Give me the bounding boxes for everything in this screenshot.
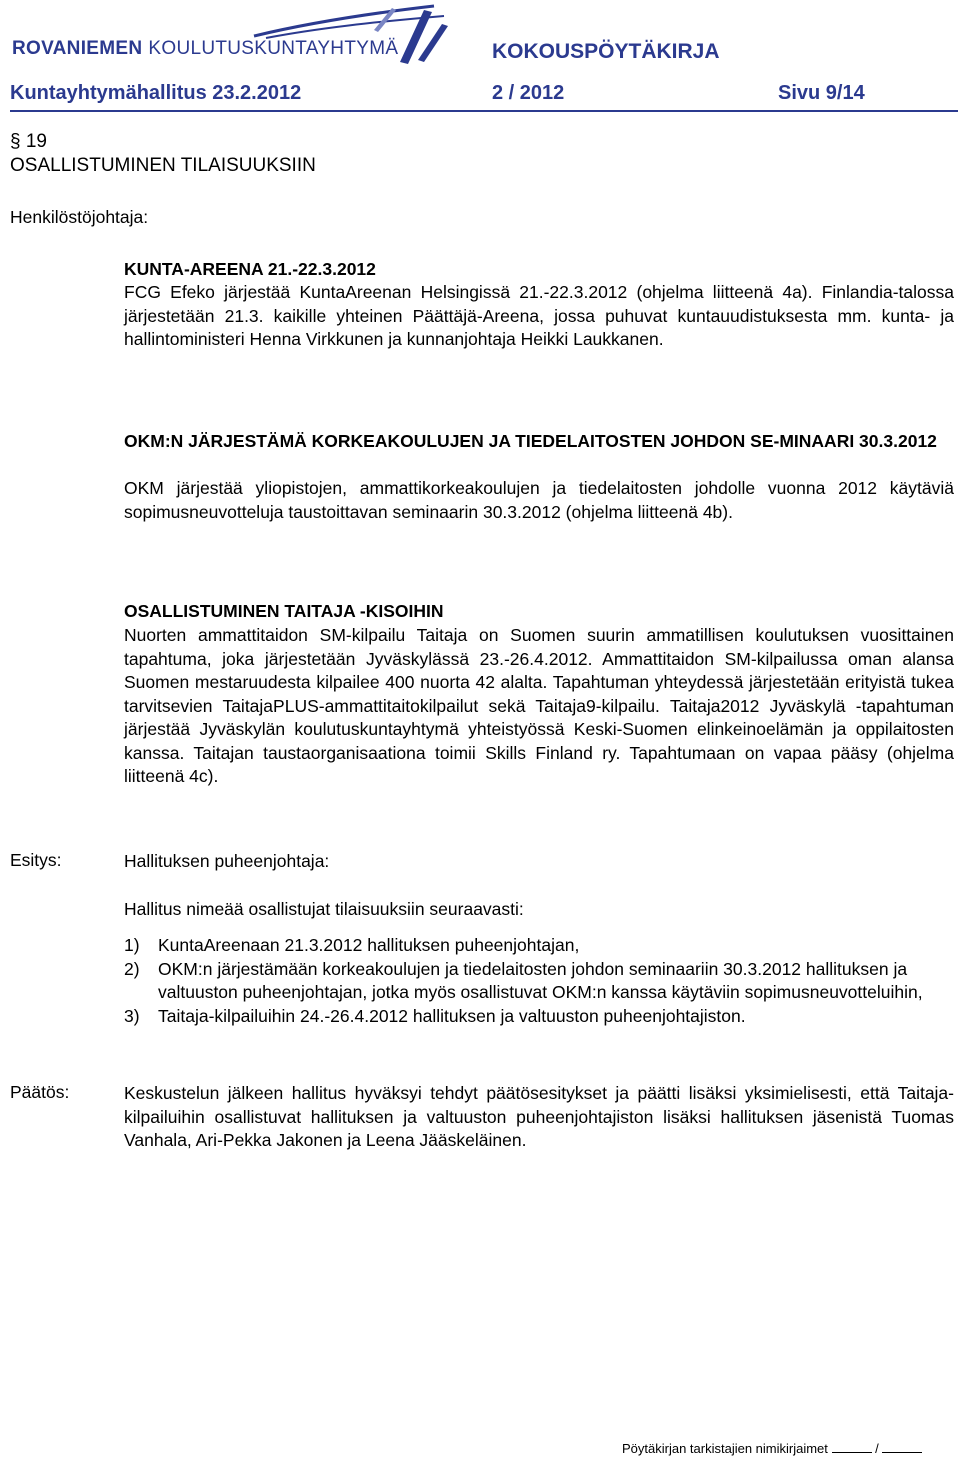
section-presenter: Henkilöstöjohtaja: [10,207,149,227]
list-item-text: KuntaAreenaan 21.3.2012 hallituksen puheenjohtajan, [158,935,580,955]
list-item-text: Taitaja-kilpailuihin 24.-26.4.2012 hallituksen ja valtuuston puheenjohtajiston. [158,1005,746,1026]
section-title: OSALLISTUMINEN TILAISUUKSIIN [10,155,316,176]
list-item-text: OKM:n järjestämään korkeakoulujen ja tiedelaitosten johdon seminaariin 30.3.2012 hallituksen ja valtuuston puheenjohtajan, jotka myös osallistuvat OKM:n kanssa käytäviin sopimusneuvotteluihin, [158,958,923,1002]
logo-wordmark [12,38,398,60]
meeting-body: Kuntayhtymähallitus 23.2.2012 [10,82,302,104]
logo-org-secondary: KOULUTUSKUNTAYHTYMÄ [148,38,399,59]
list-item-number: 2) [124,958,140,979]
esitys-list [124,934,954,1028]
paatos-label: Päätös: [10,1082,70,1102]
list-item [124,1005,954,1029]
kunta-areena-heading: KUNTA-AREENA 21.-22.3.2012 [124,259,376,279]
logo-swoosh-icon [4,2,474,72]
document-type: KOKOUSPÖYTÄKIRJA [492,40,720,63]
paatos-text: Keskustelun jälkeen hallitus hyväksyi tehdyt päätösesitykset ja päätti lisäksi yksimielisesti, että Taitaja-kilpailuihin osallistuvat hallituksen ja valtuuston puheenjohtajiston lisäksi hallituksen jäsenistä Tuomas Vanhala, Ari-Pekka Jakonen ja Leena Jääskeläinen. [124,1083,954,1150]
esitys-label: Esitys: [10,850,62,870]
esitys-intro: Hallitus nimeää osallistujat tilaisuuksiin seuraavasti: [124,899,524,919]
page-footer [622,1440,922,1456]
taitaja-heading: OSALLISTUMINEN TAITAJA -KISOIHIN [124,601,444,621]
list-item-number: 1) [124,935,140,955]
initials-blank-1 [832,1440,872,1453]
list-item-number: 3) [124,1005,140,1026]
okm-text: OKM järjestää yliopistojen, ammattikorkeakoulujen ja tiedelaitosten johdolle vuonna 2012 käytäviä sopimusneuvotteluja taustoittavan seminaarin 30.3.2012 (ohjelma liitteenä 4b). [124,478,954,522]
footer-label: Pöytäkirjan tarkistajien nimikirjaimet [622,1441,828,1456]
okm-heading: OKM:N JÄRJESTÄMÄ KORKEAKOULUJEN JA TIEDELAITOSTEN JOHDON SE-MINAARI 30.3.2012 [124,431,937,451]
meeting-number: 2 / 2012 [492,82,565,104]
page-header [0,0,960,110]
list-item [124,958,954,1005]
header-divider [10,110,958,112]
section-number: § 19 [10,131,47,152]
list-item [124,934,954,958]
organization-logo [4,2,474,72]
page-number: Sivu 9/14 [778,82,865,104]
kunta-areena-text: FCG Efeko järjestää KuntaAreenan Helsingissä 21.-22.3.2012 (ohjelma liitteenä 4a). Finlandia-talossa järjestetään 21.3. kaikille yhteinen Päättäjä-Areena, jossa puhuvat kuntauudistuksesta mm. kunta- ja hallintoministeri Henna Virkkunen ja kunnanjohtaja Heikki Laukkanen. [124,282,954,349]
footer-separator: / [875,1441,879,1456]
esitys-presenter: Hallituksen puheenjohtaja: [124,851,330,871]
initials-blank-2 [882,1440,922,1453]
logo-org-primary: ROVANIEMEN [12,38,143,59]
taitaja-text: Nuorten ammattitaidon SM-kilpailu Taitaja on Suomen suurin ammatillisen koulutuksen vuosittainen tapahtuma, joka järjestetään Jyväskylässä 23.-26.4.2012. Ammattitaidon SM-kilpailussa oman alansa Suomen mestaruudesta kilpailee 400 nuorta 42 alalta. Tapahtuman yhteydessä järjestetään erityistä tukea tarvitsevien TaitajaPLUS-ammattitaitokilpailut sekä Taitaja9-kilpailu. Taitaja2012 Jyväskylä -tapahtuman järjestää Jyväskylän koulutuskuntayhtymä yhteistyössä Keski-Suomen elinkeinoelämän ja oppilaitosten kanssa. Taitajan taustaorganisaationa toimii Skills Finland ry. Tapahtumaan on vapaa pääsy (ohjelma liitteenä 4c). [124,625,954,786]
